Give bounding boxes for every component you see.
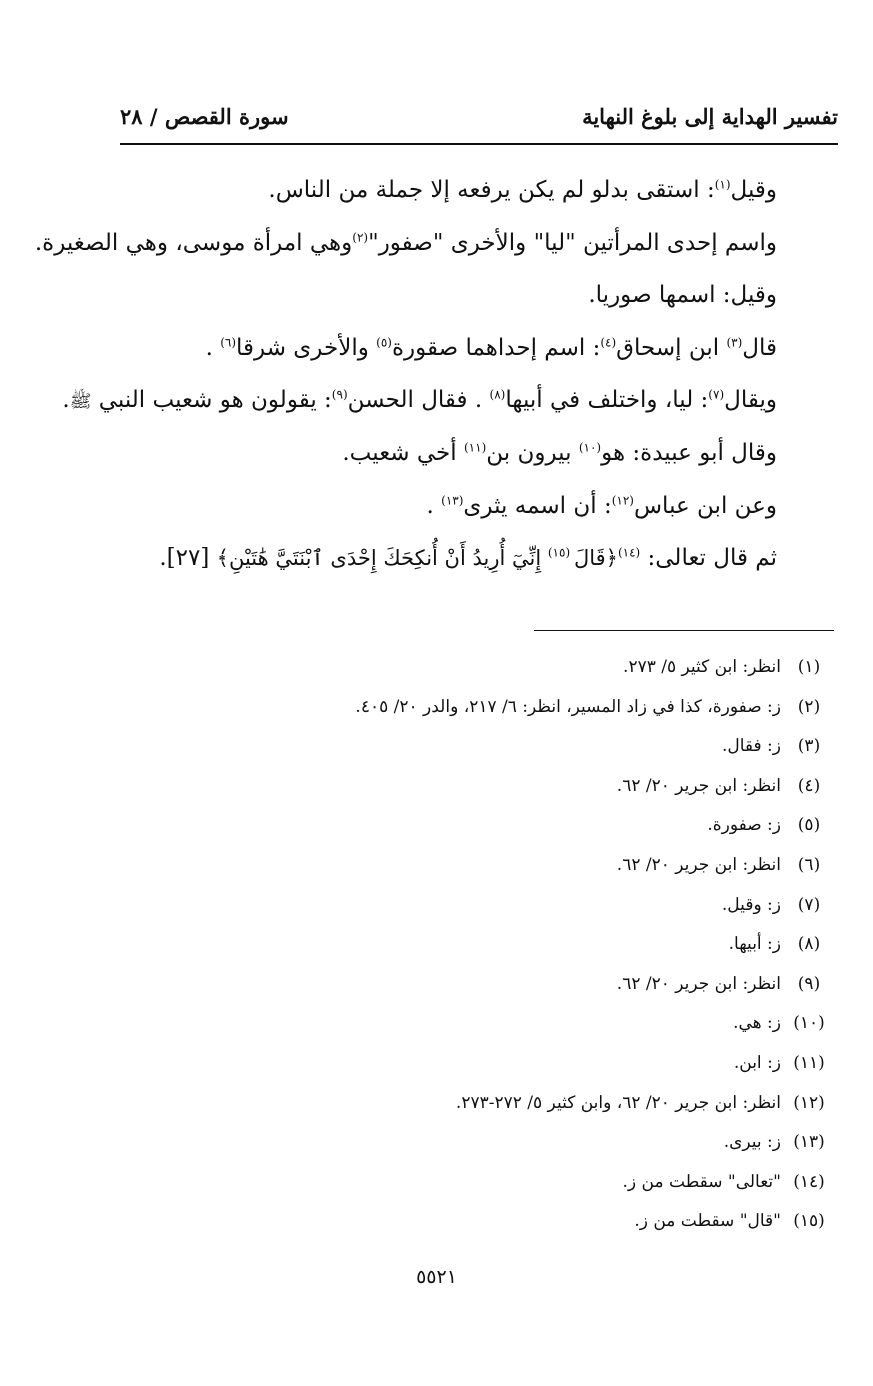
footnotes xyxy=(137,648,837,1242)
main-text-line xyxy=(62,374,777,427)
text-run: واسم إحدى المرأتين "ليا" والأخرى "صفور" xyxy=(368,229,777,256)
footnote-text: "تعالى" سقطت من ز. xyxy=(622,1171,781,1192)
text-run: والأخرى شرقا xyxy=(236,334,377,361)
footnote-item xyxy=(137,1202,837,1242)
footnote-number: (١٣) xyxy=(793,1132,825,1153)
running-header xyxy=(120,104,838,129)
footnote-text: ز: أبيها. xyxy=(728,934,781,955)
text-run: ابن إسحاق xyxy=(616,334,727,361)
footnote-number: (١٢) xyxy=(793,1092,825,1113)
footnote-item xyxy=(137,1123,837,1163)
footnote-marker: (١٣) xyxy=(441,492,464,507)
footnote-marker: (٨) xyxy=(489,387,506,402)
main-text-line xyxy=(117,164,777,217)
footnote-text: ز: هي. xyxy=(733,1013,781,1034)
footnote-item xyxy=(137,965,837,1005)
footnote-item xyxy=(137,806,837,846)
footnote-text: انظر: ابن كثير ٥/ ٢٧٣. xyxy=(623,657,781,677)
footnote-marker: (٣) xyxy=(726,335,743,350)
page-number: ٥٥٢١ xyxy=(416,1266,457,1288)
footnote-item xyxy=(137,648,837,688)
footnote-text: ز: صفورة، كذا في زاد المسير، انظر: ٦/ ٢١٧، والدر ٢٠/ ٤٠٥. xyxy=(355,696,781,717)
footnote-number: (٣) xyxy=(797,736,821,757)
text-run: وعن ابن عباس xyxy=(633,492,777,519)
main-text-line xyxy=(117,427,777,480)
footnote-item xyxy=(137,767,837,807)
footnote-number: (١٤) xyxy=(793,1171,825,1192)
footnote-number: (١١) xyxy=(793,1052,825,1073)
main-text-line xyxy=(117,532,777,585)
main-text-line xyxy=(34,217,777,270)
footnote-marker: (١٤) xyxy=(617,545,641,560)
footnote-number: (١٠) xyxy=(793,1013,825,1034)
footnote-marker: (١٠) xyxy=(578,440,602,455)
text-run: : أن اسمه يثرى xyxy=(463,492,612,519)
footnote-text: "قال" سقطت من ز. xyxy=(634,1211,781,1232)
footnote-item xyxy=(137,846,837,886)
footnote-number: (١٥) xyxy=(793,1211,825,1232)
main-text xyxy=(34,164,777,585)
quran-verse: إِنِّيٓ أُرِيدُ أَنْ أُنكِحَكَ إِحْدَى ٱبْنَتَيَّ هَٰتَيْنِ﴾ xyxy=(216,546,548,571)
footnote-number: (١) xyxy=(797,657,821,677)
main-text-line xyxy=(117,480,777,533)
footnote-text: انظر: ابن جرير ٢٠/ ٦٢. xyxy=(616,973,781,994)
footnote-marker: (١٢) xyxy=(611,492,634,507)
text-run: بيرون بن xyxy=(486,439,579,466)
text-run: . xyxy=(205,334,221,361)
footnote-item xyxy=(137,925,837,965)
text-run: : اسم إحداهما صقورة xyxy=(391,334,601,361)
salawat-glyph: ﷺ xyxy=(69,391,92,413)
book-title: تفسير الهداية إلى بلوغ النهاية xyxy=(582,104,838,129)
text-run: وهي امرأة موسى، وهي الصغيرة. xyxy=(34,229,353,256)
footnote-text: انظر: ابن جرير ٢٠/ ٦٢. xyxy=(616,854,781,875)
text-run: وقال أبو عبيدة: هو xyxy=(601,439,777,466)
footnote-marker: (٢) xyxy=(352,229,369,244)
text-run: قال xyxy=(742,334,777,361)
footnote-text: ز: بيرى. xyxy=(723,1132,781,1153)
footnote-item xyxy=(137,688,837,728)
footnote-item xyxy=(137,1044,837,1084)
footnote-marker: (١) xyxy=(714,177,731,192)
main-text-line xyxy=(117,322,777,375)
footnote-number: (٥) xyxy=(797,815,821,836)
footnote-marker: (٦) xyxy=(220,335,237,350)
footnote-item xyxy=(137,727,837,767)
text-run: وقيل xyxy=(730,177,777,203)
header-rule xyxy=(120,143,838,145)
quran-verse: ﴿قَالَ xyxy=(573,546,618,571)
footnote-text: ز: صفورة. xyxy=(707,815,781,836)
footnote-text: انظر: ابن جرير ٢٠/ ٦٢، وابن كثير ٥/ ٢٧٢-٢٧٣. xyxy=(455,1092,781,1113)
footnote-separator xyxy=(534,630,834,631)
footnote-marker: (١٥) xyxy=(547,545,574,560)
text-run: . xyxy=(62,387,70,414)
surah-label: سورة القصص / ٢٨ xyxy=(120,104,289,129)
main-text-line xyxy=(117,269,777,322)
text-run: . فقال الحسن xyxy=(347,387,490,414)
footnote-number: (٤) xyxy=(797,775,821,796)
text-run: أخي شعيب. xyxy=(342,439,464,466)
footnote-number: (٧) xyxy=(797,894,821,915)
footnote-marker: (١١) xyxy=(463,440,487,455)
text-run: : ليا، واختلف في أبيها xyxy=(505,387,709,414)
text-run: : يقولون هو شعيب النبي xyxy=(91,387,332,414)
footnote-item xyxy=(137,886,837,926)
footnote-number: (٢) xyxy=(797,696,821,717)
footnote-text: ز: وقيل. xyxy=(721,894,781,915)
footnote-marker: (٥) xyxy=(376,335,392,350)
text-run: . xyxy=(426,492,442,519)
footnote-number: (٩) xyxy=(797,973,821,994)
text-run: ويقال xyxy=(724,387,777,414)
text-run: وقيل: اسمها صوريا. xyxy=(588,282,777,309)
footnote-marker: (٩) xyxy=(331,387,348,402)
footnote-item xyxy=(137,1163,837,1203)
footnote-number: (٦) xyxy=(797,854,821,875)
text-run: ثم قال تعالى: xyxy=(640,545,777,572)
footnote-text: ز: فقال. xyxy=(721,736,781,757)
text-run: : استقى بدلو لم يكن يرفعه إلا جملة من الناس. xyxy=(268,177,715,203)
text-run: [٢٧]. xyxy=(159,545,217,572)
footnote-item xyxy=(137,1004,837,1044)
footnote-number: (٨) xyxy=(797,934,821,955)
footnote-marker: (٧) xyxy=(708,387,725,402)
footnote-item xyxy=(137,1084,837,1124)
footnote-text: انظر: ابن جرير ٢٠/ ٦٢. xyxy=(616,775,781,796)
footnote-marker: (٤) xyxy=(600,335,617,350)
footnote-text: ز: ابن. xyxy=(733,1052,781,1073)
